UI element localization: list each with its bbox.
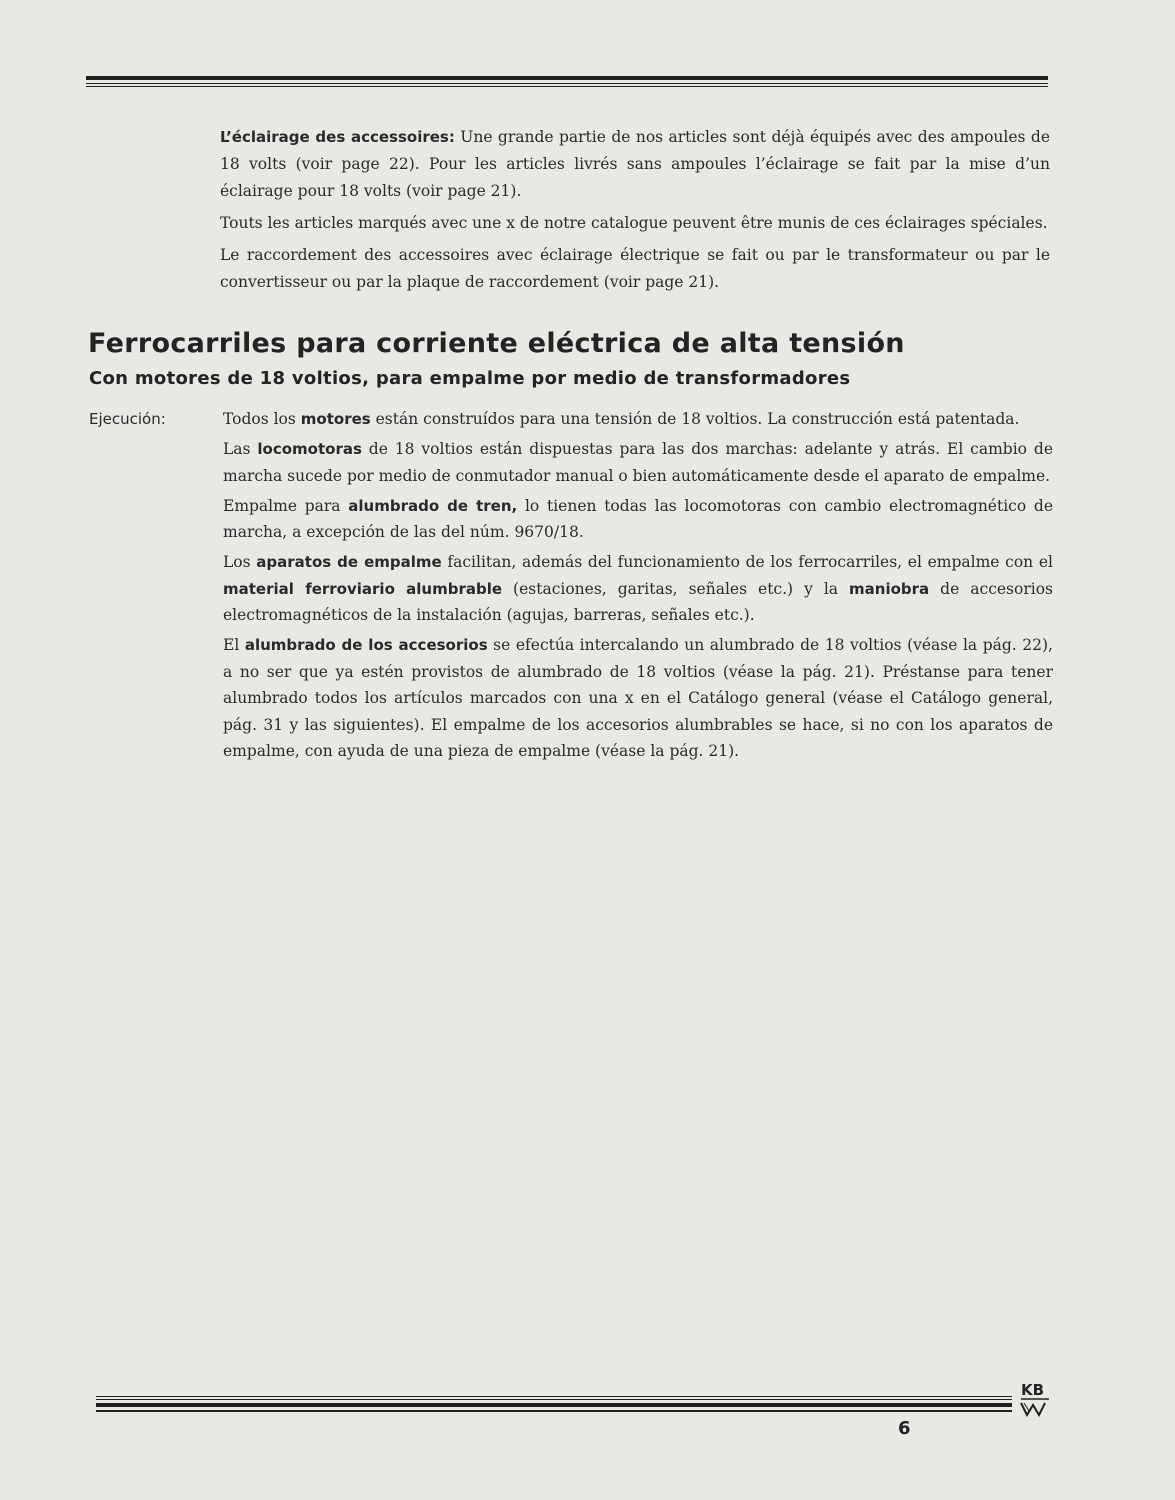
spanish-paragraph-locomotives: Las locomotoras de 18 voltios están dispuestas para las dos marchas: adelante y atrás. El cambio de marcha sucede por medio de conmutador manual o bien automáticamente desde el aparato de empalme. xyxy=(223,440,1053,485)
french-paragraph-marked-articles: Touts les articles marqués avec une x de notre catalogue peuvent être munis de ces éclairages spéciales. xyxy=(220,214,1048,232)
french-section xyxy=(220,124,1050,301)
spanish-section xyxy=(223,406,1053,768)
section-title: Ferrocarriles para corriente eléctrica de alta tensión xyxy=(88,328,905,359)
spanish-paragraph-train-lighting: Empalme para alumbrado de tren, lo tienen todas las locomotoras con cambio electromagnético de marcha, a excepción de las del núm. 9670/18. xyxy=(223,496,1053,541)
top-rule xyxy=(86,74,1048,90)
french-paragraph-lighting xyxy=(220,124,1050,205)
execution-label: Ejecución: xyxy=(89,410,166,428)
logo-letters: KB xyxy=(1021,1381,1045,1399)
spanish-paragraph-motors: Todos los motores están construídos para una tensión de 18 voltios. La construcción está patentada. xyxy=(223,410,1020,428)
bottom-rule xyxy=(96,1394,1012,1416)
section-subtitle: Con motores de 18 voltios, para empalme por medio de transformadores xyxy=(89,368,851,389)
spanish-paragraph-accessory-lighting: El alumbrado de los accesorios se efectúa intercalando un alumbrado de 18 voltios (véase la pág. 22), a no ser que ya estén provistos de alumbrado de 18 voltios (véase la pág. 21). Préstanse para tener alumbrado todos los artículos marcados con una x en el Catálogo general (véase el Catálogo general, pág. 31 y las siguientes). El empalme de los accesorios alumbrables se hace, si no con los aparatos de empalme, con ayuda de una pieza de empalme (véase la pág. 21). xyxy=(223,636,1053,760)
kbw-logo-icon xyxy=(1018,1378,1052,1420)
french-lead: L’éclairage des accessoires: xyxy=(220,128,455,146)
french-paragraph-connection: Le raccordement des accessoires avec éclairage électrique se fait ou par le transformateur ou par le convertisseur ou par la plaque de raccordement (voir page 21). xyxy=(220,246,1050,291)
page-number: 6 xyxy=(898,1418,911,1439)
spanish-paragraph-connection-devices: Los aparatos de empalme facilitan, además del funcionamiento de los ferrocarriles, el empalme con el material ferroviario alumbrable (estaciones, garitas, señales etc.) y la maniobra de accesorios electromagnéticos de la instalación (agujas, barreras, señales etc.). xyxy=(223,553,1053,624)
french-text: Une grande partie de nos articles sont déjà équipés avec des ampoules de 18 volts (voir page 22). Pour les articles livrés sans ampoules l’éclairage se fait par la mise d’un éclairage pour 18 volts (voir page 21). xyxy=(220,128,1051,200)
